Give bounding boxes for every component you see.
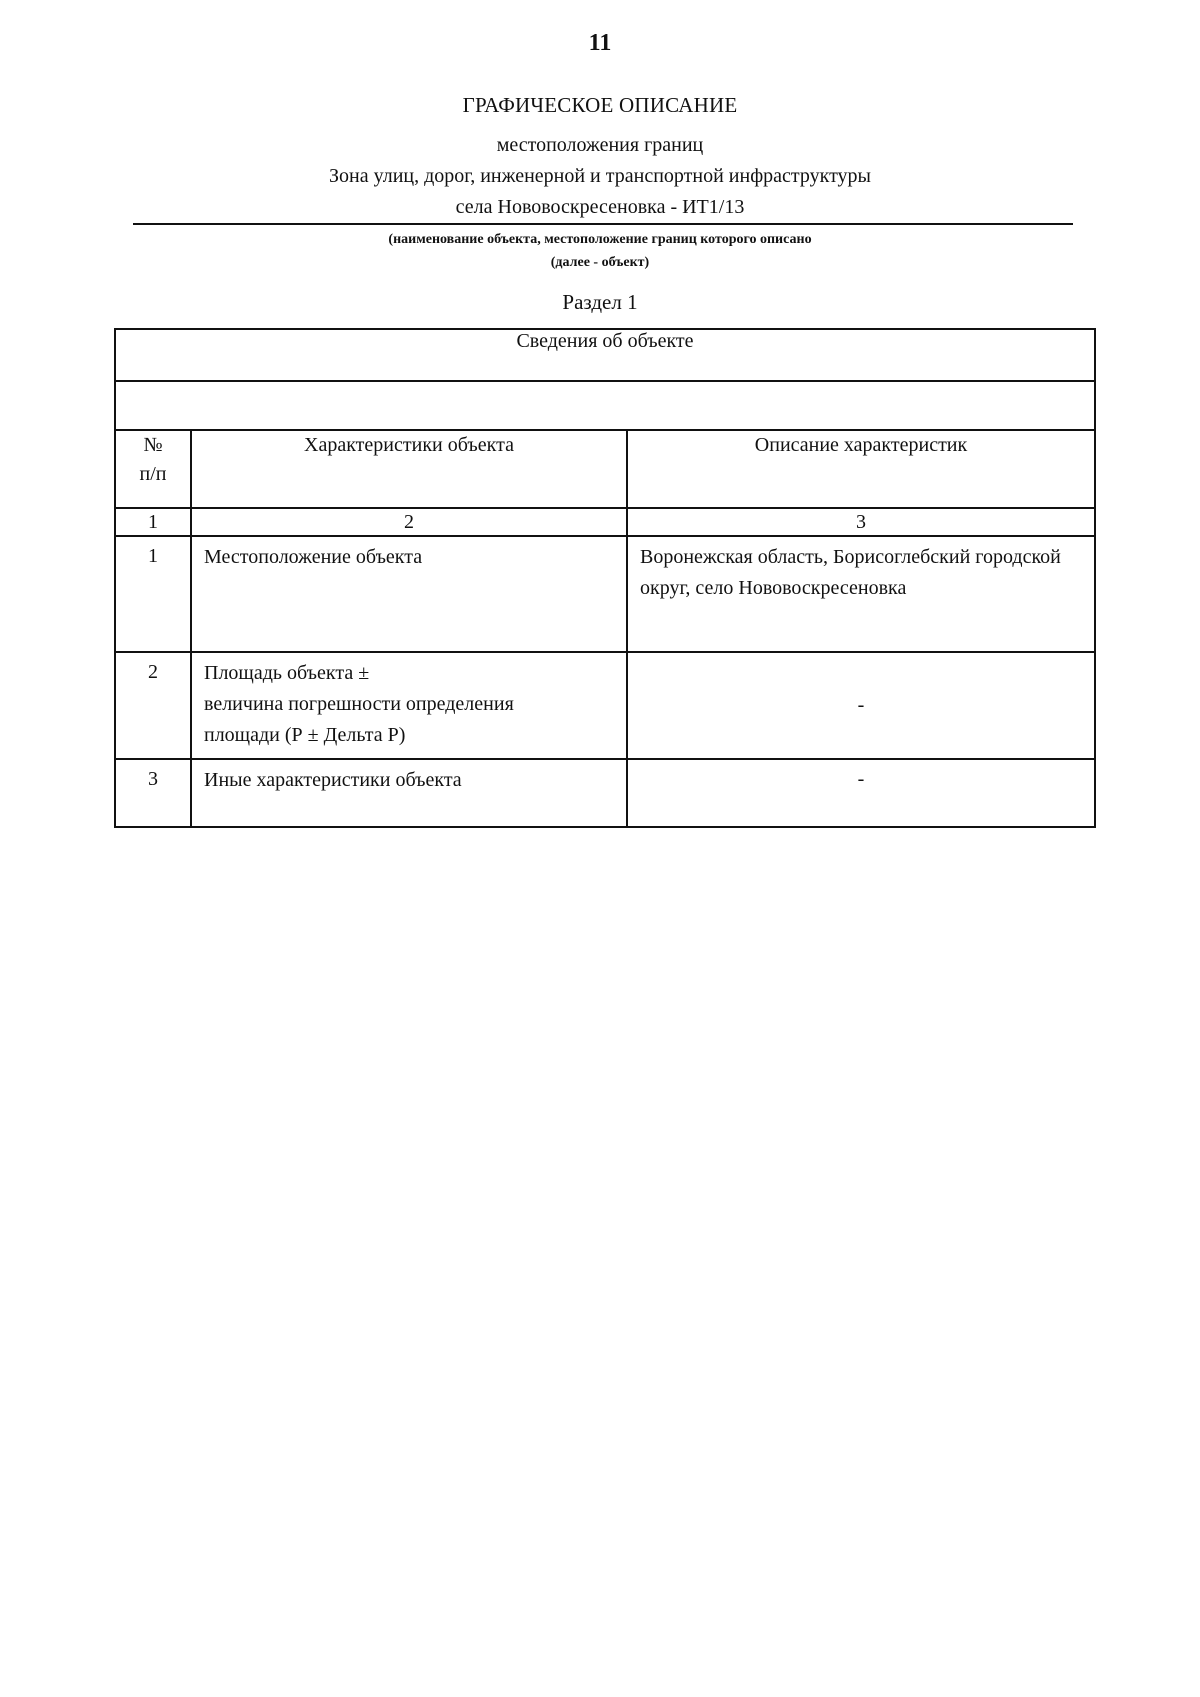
subtitle-line: села Нововоскресеновка - ИТ1/13 [455, 196, 745, 218]
row-description: Воронежская область, Борисоглебский городской округ, село Нововоскресеновка [627, 536, 1095, 652]
empty-cell [115, 381, 1095, 430]
column-index-row [115, 508, 1095, 536]
subtitle-line: местоположения границ [496, 134, 704, 156]
row-characteristic: Местоположение объекта [191, 536, 627, 652]
subtitle-line: Зона улиц, дорог, инженерной и транспортной инфраструктуры [329, 165, 871, 187]
column-header-characteristics: Характеристики объекта [191, 430, 627, 508]
title-underline [133, 223, 1073, 225]
row-number: 1 [115, 536, 191, 652]
row-characteristic-line: Площадь объекта ± [204, 662, 370, 684]
row-characteristic: Иные характеристики объекта [191, 759, 627, 827]
section-label: Раздел 1 [562, 290, 638, 314]
column-index-cell: 3 [627, 508, 1095, 536]
column-header-row [115, 430, 1095, 508]
table-row [115, 536, 1095, 652]
row-characteristic [191, 652, 627, 759]
row-number: 3 [115, 759, 191, 827]
row-characteristic-line: величина погрешности определения [204, 693, 514, 715]
column-header-number-line: п/п [139, 463, 167, 485]
caption-line: (наименование объекта, местоположение границ которого описано [388, 232, 812, 247]
column-header-number-line: № [143, 434, 163, 456]
object-info-table [114, 328, 1096, 828]
column-header-description: Описание характеристик [627, 430, 1095, 508]
document-title: ГРАФИЧЕСКОЕ ОПИСАНИЕ [462, 93, 738, 117]
document-subtitle [0, 130, 1200, 223]
row-description: - [627, 759, 1095, 827]
table-row [115, 759, 1095, 827]
row-characteristic-line: площади (Р ± Дельта Р) [204, 724, 406, 746]
column-index-cell: 1 [115, 508, 191, 536]
table-row [115, 652, 1095, 759]
table-heading-row [115, 329, 1095, 381]
caption-line: (далее - объект) [550, 255, 650, 270]
column-header-number [115, 430, 191, 508]
object-caption [0, 228, 1200, 274]
page-number: 11 [588, 30, 612, 56]
row-description: - [627, 652, 1095, 759]
table-heading: Сведения об объекте [115, 329, 1095, 381]
row-number: 2 [115, 652, 191, 759]
column-index-cell: 2 [191, 508, 627, 536]
table-empty-row [115, 381, 1095, 430]
